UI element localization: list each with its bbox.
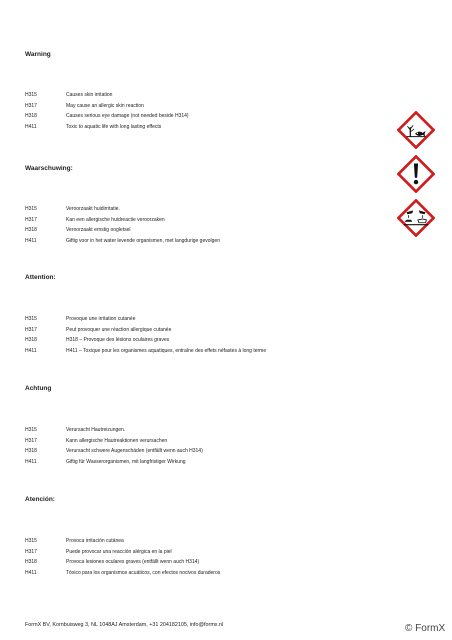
copyright-notice: © FormX — [405, 623, 446, 634]
hazard-row — [25, 236, 220, 247]
hazard-row — [25, 122, 189, 133]
hazard-text: Verursacht Hautreizungen. — [66, 427, 126, 433]
hazard-code: H411 — [25, 237, 37, 244]
hazard-row — [25, 346, 266, 357]
hazard-code: H317 — [25, 437, 37, 444]
hazard-text: H318 – Provoque des lésions oculaires graves — [66, 337, 170, 343]
hazard-text: Kann allergische Hautreaktionen verursachen — [66, 437, 168, 444]
section-atencion — [25, 495, 385, 576]
hazard-text: May cause an allergic skin reaction — [66, 102, 144, 109]
hazard-code: H318 — [25, 113, 37, 119]
hazard-code: H411 — [25, 569, 37, 576]
section-warning — [25, 50, 385, 130]
hazard-row — [25, 557, 220, 568]
hazard-text: Peut provoquer une réaction allergique cutanée — [66, 326, 172, 333]
corrosive-icon — [397, 199, 435, 237]
hazard-row — [25, 314, 266, 325]
hazard-text: Verursacht schwere Augenschäden (entfällt wenn auch H314) — [66, 448, 203, 454]
environment-hazard-icon — [397, 111, 435, 149]
hazard-text: H411 – Toxique pour les organismes aquatiques, entraîne des effets néfastes à long terme — [66, 347, 267, 354]
hazard-row — [25, 335, 266, 346]
hazard-code: H317 — [25, 102, 37, 109]
hazard-row — [25, 436, 203, 447]
hazard-code: H315 — [25, 427, 37, 433]
hazard-code: H318 — [25, 448, 37, 454]
hazard-text: Toxic to aquatic life with long lasting effects — [66, 123, 162, 130]
hazard-text: Provoca irritación cutánea — [66, 538, 124, 544]
hazard-code: H411 — [25, 458, 37, 465]
hazard-code: H318 — [25, 559, 37, 565]
hazard-text: Giftig für Wasserorganismen, mit langfristiger Wirkung — [66, 458, 186, 465]
section-heading: Attention: — [25, 274, 56, 281]
hazard-row — [25, 204, 220, 215]
hazard-row — [25, 568, 220, 579]
hazard-code: H318 — [25, 227, 37, 233]
section-achtung — [25, 384, 385, 465]
hazard-text: Provoca lesiones oculares graves (entfällt wenn auch H314) — [66, 559, 200, 565]
section-waarschuwing — [25, 164, 385, 244]
hazard-text: Puede provocar una reacción alérgica en la piel — [66, 548, 172, 555]
hazard-row — [25, 215, 220, 226]
hazard-code: H315 — [25, 206, 37, 212]
hazard-text: Giftig voor in het water levende organismen, met langdurige gevolgen — [66, 237, 220, 244]
hazard-text: Causes serious eye damage (not needed beside H314) — [66, 113, 189, 119]
hazard-row — [25, 325, 266, 336]
hazard-text: Kan een allergische huidreactie veroorzaken — [66, 216, 165, 223]
hazard-code: H317 — [25, 216, 37, 223]
hazard-text: Veroorzaakt huidirritatie. — [66, 206, 120, 212]
hazard-row — [25, 425, 203, 436]
hazard-row — [25, 101, 189, 112]
section-heading: Atención: — [25, 496, 55, 503]
hazard-text: Veroorzaakt ernstig oogletsel — [66, 227, 131, 233]
section-heading: Achtung — [25, 385, 52, 392]
hazard-row — [25, 225, 220, 236]
hazard-code: H411 — [25, 123, 37, 130]
hazard-row — [25, 547, 220, 558]
hazard-row — [25, 457, 203, 468]
footer-address: FormX BV, Kornbuisweg 3, NL 1048AJ Amsterdam, +31 204182105, info@formx.nl — [25, 622, 224, 628]
hazard-code: H411 — [25, 347, 37, 354]
hazard-code: H315 — [25, 92, 37, 98]
hazard-row — [25, 111, 189, 122]
hazard-code: H315 — [25, 316, 37, 322]
hazard-code: H318 — [25, 337, 37, 343]
section-heading: Waarschuwing: — [25, 165, 73, 172]
hazard-row — [25, 536, 220, 547]
hazard-code: H315 — [25, 538, 37, 544]
hazard-row — [25, 90, 189, 101]
hazard-code: H317 — [25, 548, 37, 555]
section-heading: Warning — [25, 51, 51, 58]
hazard-text: Causes skin irritation — [66, 92, 113, 98]
hazard-row — [25, 446, 203, 457]
hazard-code: H317 — [25, 326, 37, 333]
ghs-pictograms — [397, 111, 435, 243]
exclamation-mark-icon — [397, 155, 435, 193]
hazard-text: Provoque une irritation cutanée — [66, 316, 136, 322]
hazard-text: Tóxico para los organismos acuáticos, con efectos nocivos duraderos — [66, 569, 221, 576]
section-attention — [25, 273, 385, 354]
